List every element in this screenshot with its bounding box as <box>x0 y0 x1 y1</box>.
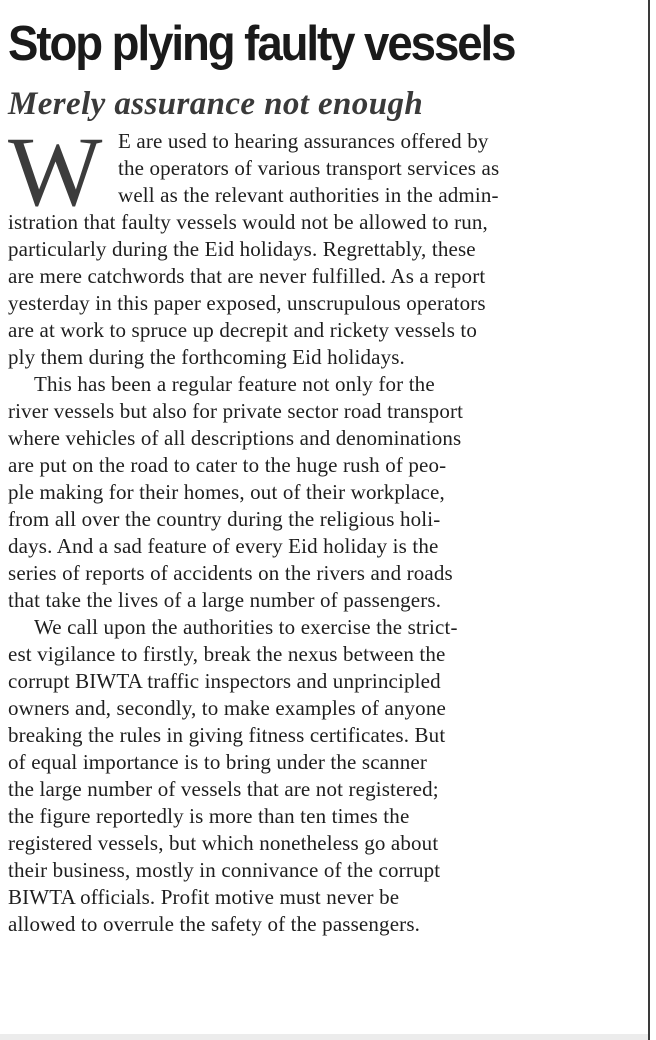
text-line: where vehicles of all descriptions and denominations <box>8 426 462 450</box>
text-line: from all over the country during the religious holi- <box>8 507 441 531</box>
text-line: well as the relevant authorities in the admin- <box>118 183 499 207</box>
text-line: corrupt BIWTA traffic inspectors and unprincipled <box>8 669 441 693</box>
text-line: istration that faulty vessels would not be allowed to run, <box>8 210 488 234</box>
editorial-article <box>8 14 598 938</box>
text-line: of equal importance is to bring under the scanner <box>8 750 428 774</box>
text-line: days. And a sad feature of every Eid holiday is the <box>8 534 439 558</box>
text-line: owners and, secondly, to make examples of anyone <box>8 696 446 720</box>
article-body <box>8 116 598 938</box>
column-rule <box>648 0 650 1040</box>
paragraph-2 <box>8 371 598 614</box>
subheadline: Merely assurance not enough <box>8 86 424 122</box>
text-line: are at work to spruce up decrepit and rickety vessels to <box>8 318 478 342</box>
bottom-border <box>0 1034 648 1040</box>
text-line: E are used to hearing assurances offered by <box>118 129 489 153</box>
text-line: series of reports of accidents on the rivers and roads <box>8 561 453 585</box>
text-line: This has been a regular feature not only for the <box>34 372 435 396</box>
text-line: particularly during the Eid holidays. Regrettably, these <box>8 237 476 261</box>
text-line: river vessels but also for private sector road transport <box>8 399 464 423</box>
text-line: are put on the road to cater to the huge rush of peo- <box>8 453 447 477</box>
text-line: BIWTA officials. Profit motive must never be <box>8 885 400 909</box>
text-line: allowed to overrule the safety of the passengers. <box>8 912 421 936</box>
text-line: the operators of various transport services as <box>118 156 500 180</box>
text-line: ple making for their homes, out of their workplace, <box>8 480 445 504</box>
drop-cap: W <box>8 116 103 227</box>
text-line: the large number of vessels that are not registered; <box>8 777 439 801</box>
text-line: breaking the rules in giving fitness certificates. But <box>8 723 446 747</box>
text-line: yesterday in this paper exposed, unscrupulous operators <box>8 291 486 315</box>
text-line: est vigilance to firstly, break the nexus between the <box>8 642 446 666</box>
paragraph-3 <box>8 614 598 938</box>
text-line: are mere catchwords that are never fulfilled. As a report <box>8 264 486 288</box>
text-line: registered vessels, but which nonetheless go about <box>8 831 439 855</box>
paragraph-1 <box>8 116 598 371</box>
text-line: the figure reportedly is more than ten times the <box>8 804 410 828</box>
text-line: their business, mostly in connivance of the corrupt <box>8 858 441 882</box>
text-line: that take the lives of a large number of passengers. <box>8 588 442 612</box>
text-line: ply them during the forthcoming Eid holidays. <box>8 345 405 369</box>
headline: Stop plying faulty vessels <box>8 17 515 71</box>
text-line: We call upon the authorities to exercise the strict- <box>34 615 458 639</box>
